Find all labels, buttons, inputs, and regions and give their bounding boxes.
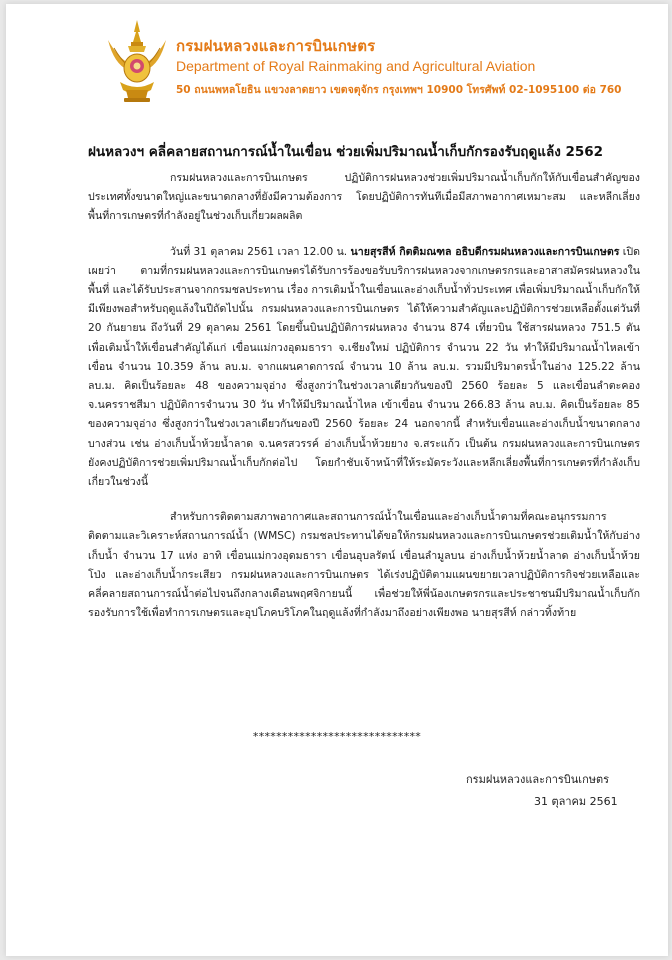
paragraph-2-lead: วันที่ 31 ตุลาคม 2561 เวลา 12.00 น. (170, 245, 351, 258)
signature-organization: กรมฝนหลวงและการบินเกษตร (466, 773, 610, 786)
document-body (88, 169, 640, 639)
signature-date: 31 ตุลาคม 2561 (534, 795, 618, 808)
organization-name-thai: กรมฝนหลวงและการบินเกษตร (176, 37, 376, 55)
document-page (6, 4, 668, 956)
organization-address: 50 ถนนพหลโยธิน แขวงลาดยาว เขตจตุจักร กรุงเทพฯ 10900 โทรศัพท์ 02-1095100 ต่อ 760 (176, 84, 622, 96)
paragraph-2 (88, 243, 640, 493)
paragraph-1: กรมฝนหลวงและการบินเกษตร ปฏิบัติการฝนหลวงช่วยเพิ่มปริมาณน้ำเก็บกักให้กับเขื่อนสำคัญของประเทศทั้งขนาดใหญ่และขนาดกลางที่ยังมีความต้องการ โดยปฏิบัติการทันทีเมื่อมีสภาพอากาศเหมาะสม และหลีกเลี่ยงพื้นที่การเกษตรที่กำลังอยู่ในช่วงเก็บเกี่ยวผลผลิต (88, 172, 640, 223)
document-title: ฝนหลวงฯ คลี่คลายสถานการณ์น้ำในเขื่อน ช่วยเพิ่มปริมาณน้ำเก็บกักรองรับฤดูแล้ง 2562 (88, 144, 604, 160)
separator-line: ***************************** (252, 730, 422, 743)
paragraph-3: สำหรับการติดตามสภาพอากาศและสถานการณ์น้ำในเขื่อนและอ่างเก็บน้ำตามที่คณะอนุกรรมการติดตามและวิเคราะห์สถานการณ์น้ำ (WMSC) กรมชลประทานได้ขอให้กรมฝนหลวงและการบินเกษตรช่วยเติมน้ำให้กับอ่างเก็บน้ำ จำนวน 17 แห่ง อาทิ เขื่อนแม่กวงอุดมธารา เขื่อนอุบลรัตน์ เขื่อนลำมูลบน อ่างเก็บน้ำห้วยน้ำลาด อ่างเก็บน้ำห้วยโป่ง และอ่างเก็บน้ำกระเสียว กรมฝนหลวงและการบินเกษตร ได้เร่งปฏิบัติตามแผนขยายเวลาปฏิบัติการกิจช่วยเหลือและคลี่คลายสถานการณ์น้ำต่อไปจนถึงกลางเดือนพฤศจิกายนนี้ เพื่อช่วยให้พี่น้องเกษตรกรและประชาชนมีปริมาณน้ำเก็บกักรองรับการใช้เพื่อทำการเกษตรและอุปโภคบริโภคในฤดูแล้งที่กำลังมาถึงอย่างเพียงพอ นายสุรสีห์ กล่าวทิ้งท้าย (88, 511, 640, 620)
organization-name-english: Department of Royal Rainmaking and Agricultural Aviation (176, 58, 536, 74)
paragraph-2-official-name: นายสุรสีห์ กิตติมณฑล อธิบดีกรมฝนหลวงและการบินเกษตร (350, 245, 620, 258)
paragraph-2-rest: เปิดเผยว่า ตามที่กรมฝนหลวงและการบินเกษตรได้รับการร้องขอรับบริการฝนหลวงจากเกษตรกรและอาสาสมัครฝนหลวงในพื้นที่ และได้รับประสานจากกรมชลประทาน เรื่อง การเติมน้ำในเขื่อนและอ่างเก็บน้ำทั่วประเทศ เพื่อเพิ่มปริมาณน้ำเก็บกักให้มีเพียงพอสำหรับฤดูแล้งในปีถัดไปนั้น กรมฝนหลวงและการบินเกษตร ได้ให้ความสำคัญและปฏิบัติการช่วยเหลือตั้งแต่วันที่ 20 กันยายน ถึงวันที่ 29 ตุลาคม 2561 โดยขึ้นบินปฏิบัติการฝนหลวง จำนวน 874 เที่ยวบิน ใช้สารฝนหลวง 751.5 ตัน เพื่อเติมน้ำให้เขื่อนสำคัญได้แก่ เขื่อนแม่กวงอุดมธารา จ.เชียงใหม่ ปฏิบัติการ จำนวน 22 วัน ทำให้มีปริมาณน้ำไหลเข้าเขื่อน จำนวน 10.359 ล้าน ลบ.ม. จากแผนคาดการณ์ จำนวน 10 ล้าน ลบ.ม. รวมมีปริมาตรน้ำในอ่าง 125.22 ล้าน ลบ.ม. คิดเป็นร้อยละ 48 ของความจุอ่าง ซึ่งสูงกว่าในช่วงเวลาเดียวกันของปี 2560 ร้อยละ 5 และเขื่อนลำตะคอง จ.นครราชสีมา ปฏิบัติการจำนวน 30 วัน ทำให้มีปริมาณน้ำไหล เข้าเขื่อน จำนวน 266.83 ล้าน ลบ.ม. คิดเป็นร้อยละ 85 ของความจุอ่าง ซึ่งสูงกว่าในช่วงเวลาเดียวกันของปี 2560 ร้อยละ 24 นอกจากนี้ สำหรับเขื่อนและอ่างเก็บน้ำขนาดกลางบางส่วน เช่น อ่างเก็บน้ำห้วยน้ำลาด จ.นครสวรรค์ อ่างเก็บน้ำห้วยยาง จ.สระแก้ว เป็นต้น กรมฝนหลวงและการบินเกษตร ยังคงปฏิบัติการช่วยเพิ่มปริมาณน้ำเก็บกักต่อไป โดยกำชับเจ้าหน้าที่ให้ระมัดระวังและหลีกเลี่ยงพื้นที่การเกษตรที่กำลังเก็บเกี่ยวในช่วงนี้ (88, 245, 640, 489)
royal-emblem-icon (104, 18, 170, 104)
